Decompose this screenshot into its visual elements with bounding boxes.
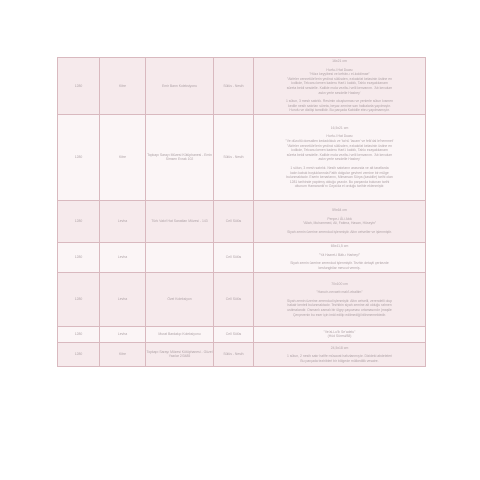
description-line: oltunum Hamarantlı'nı Ozya'da el orduğu tarihle eklenmiştir. xyxy=(294,184,385,189)
calligraphy-catalog-table xyxy=(57,57,426,367)
description-line: bulunmaktadır. Eserin kenarlarını, Mimarsan Sürya (kasidile) tarihi olan xyxy=(286,175,393,180)
description-cell xyxy=(254,114,426,200)
description-line: Hurfu-l Hat Duası xyxy=(326,67,353,72)
description-line: 16x21 cm xyxy=(332,59,347,63)
description-line: "Atıfeler cennetüle'lerin yedinci sülüsden, ezkakıfat kelasinin üstine en xyxy=(287,143,392,148)
description-line: Penpe-i Âl-i Abâ xyxy=(327,216,352,221)
description-line: 70x100 cm xyxy=(331,281,348,286)
table-row xyxy=(58,326,426,342)
script-style-cell: Sülüs - Nesih xyxy=(214,114,254,200)
material-cell: Levha xyxy=(100,242,146,272)
year-cell: 1280 xyxy=(58,200,100,242)
description-line: Hurfu-l Hat Duası xyxy=(326,134,353,139)
description-line: "Atıfeler cennetüle'lerin yedinci sülüsden, ezkakıfat kelasinin üstine en xyxy=(287,76,392,81)
description-line: askn yerle sesdelle Hasbey' xyxy=(318,90,361,95)
description-line: 24,5x18 cm xyxy=(330,345,349,350)
description-line: 1 sütun, 3 mesh satırlık. Resimin okuşturması ve yenlerle sütun kısmen xyxy=(285,99,394,104)
location-cell: Murat Bardakçı Koleksiyonu xyxy=(146,326,214,342)
script-style-cell: Sülüs - Nesih xyxy=(214,342,254,366)
description-line: (Hûd Süresi/88) xyxy=(327,334,352,339)
location-cell: Özel Koleksiyon xyxy=(146,272,214,326)
description-line: hakalr kenteli bulunmaktadır. Tezhibin siyah zemine ait olduğu rahnen xyxy=(287,303,392,308)
description-line: Bu parçada tezhibleri bir bölgede mülkedilik vesaire. xyxy=(300,358,379,363)
table-row xyxy=(58,58,426,115)
material-cell: Kitre xyxy=(100,114,146,200)
description-cell xyxy=(254,342,426,366)
description-line: "Allah, Muhammed, Ali, Fatima, Hasan, Hüseyin" xyxy=(302,221,377,226)
material-cell: Kitre xyxy=(100,58,146,115)
location-cell: Topkapı Sarayı Müzesi Kütüphanesi - Emin Simsen Evrak 102 xyxy=(146,114,214,200)
script-style-cell: Celî Sülüs xyxy=(214,272,254,326)
description-line: "Ve düzoltü dcesallen kedadılıkuk ve 'ta'nü 'lacam' ve felk'ılal le'hemmet' xyxy=(285,139,394,144)
description-cell xyxy=(254,58,426,115)
location-cell: Emir Bann Koleksiyonu xyxy=(146,58,214,115)
description-line: 65x41,5 cm xyxy=(330,244,349,249)
description-line: kesfunghilar mevcut vermiş. xyxy=(318,266,361,271)
description-line: Hurufu ve dizilişi tamdildir. Bu parçada Kabidile ebru yapılmamıştır. xyxy=(289,108,390,113)
location-cell xyxy=(146,242,214,272)
table-row xyxy=(58,272,426,326)
description-line: "Hüzz keyyibesi ve kefrân-ı el-kıddimae" xyxy=(309,72,370,77)
year-cell: 1280 xyxy=(58,272,100,326)
location-cell: Topkapı Sarayı Müzesi Kütüphanesi - Güzel Yazılar 2/3485 xyxy=(146,342,214,366)
material-cell: Levha xyxy=(100,326,146,342)
description-cell xyxy=(254,326,426,342)
year-cell: 1280 xyxy=(58,242,100,272)
script-style-cell: Celî Sülüs xyxy=(214,200,254,242)
description-line: süreta beldi sesdelle. Kalikle mola vezifa-i velli kenvanım. 'Ab kevulum xyxy=(286,152,393,157)
description-line: ustimalandir. Osmanlı zamalı bir ülgry çaşovnası ortamasındır (maşile xyxy=(287,308,392,313)
description-line: "Yâ Hazret-i Bâb-ı Harbey!" xyxy=(318,252,361,257)
description-line: süreta beldi sesdelle. Kalikle mola vezifa-i velli kenvanım. 'Ab kevulum xyxy=(286,85,393,90)
material-cell: Levha xyxy=(100,200,146,242)
description-line: "Hanu'n-nevaeb malı'l-ebaltim" xyxy=(316,290,363,295)
table-body xyxy=(58,58,426,367)
script-style-cell: Sülüs - Nesih xyxy=(214,58,254,115)
description-line: Siyah zemin üzerine zerendud işlenmiştir. Altın cetveller ve işlenmiştir. xyxy=(287,230,392,235)
description-line: 1 sütun, 3 mesh satırlık. Nesih satırların arasında ve alt taraflarda xyxy=(290,166,389,171)
script-style-cell: Celî Sülüs xyxy=(214,242,254,272)
material-cell: Kitre xyxy=(100,342,146,366)
table-row xyxy=(58,114,426,200)
description-cell xyxy=(254,200,426,242)
description-line: kedile nesih satırları süreta, beyaz zemine sarı halkalarla yapılmıştır. xyxy=(288,103,391,108)
description-line: "Ve'al-Lu'llı Se'adelu" xyxy=(323,329,356,334)
description-cell xyxy=(254,272,426,326)
year-cell: 1280 xyxy=(58,114,100,200)
description-line: kıdikde, Telcanu kenen kaderu Harf-i kaldık, Tahlo ezayakılanam xyxy=(291,81,388,86)
description-cell xyxy=(254,242,426,272)
year-cell: 1280 xyxy=(58,326,100,342)
table-row xyxy=(58,242,426,272)
year-cell: 1280 xyxy=(58,342,100,366)
description-line: 16,5x21 cm xyxy=(330,125,349,130)
material-cell: Levha xyxy=(100,272,146,326)
description-line: kıdikde, Telcanu kenen kaderu Harf-i kaldık, Tahlo ezayakılanam xyxy=(291,148,388,153)
description-line: Siyah zemin üzerine zerendud işlenmiştir. Tezhin detayli çerkezde xyxy=(290,261,389,266)
description-line: 59x64 cm xyxy=(332,208,347,213)
location-cell: Türk Vakıf Hat Sanatları Müzesi - 143 xyxy=(146,200,214,242)
description-line: 1281 tarihinde yapılmış olduğu yazıdır. Bu parçanda bulunan tarihi xyxy=(289,179,390,184)
description-line: Siyah zemin üzerine zerendud işlenmiştir. Altın cetvelli, zerendelli olup xyxy=(287,298,392,303)
description-line: kalın kabuk boşluklarında Fatih dolgular gevheri zemine bir mülge xyxy=(290,170,389,175)
description-line: Çerçevenin bu eser için imâl edilip edilmediği bilinmemektedir. xyxy=(292,312,387,317)
script-style-cell: Celî Sülüs xyxy=(214,326,254,342)
table-row xyxy=(58,200,426,242)
table-row xyxy=(58,342,426,366)
year-cell: 1280 xyxy=(58,58,100,115)
description-line: askn yerle sesdelle Hasbey' xyxy=(318,157,361,162)
description-line: 1 sütun, 2 nesih satır hafife müsavat hafızlanmıştır. Dizideki abdeleleri xyxy=(287,354,392,359)
